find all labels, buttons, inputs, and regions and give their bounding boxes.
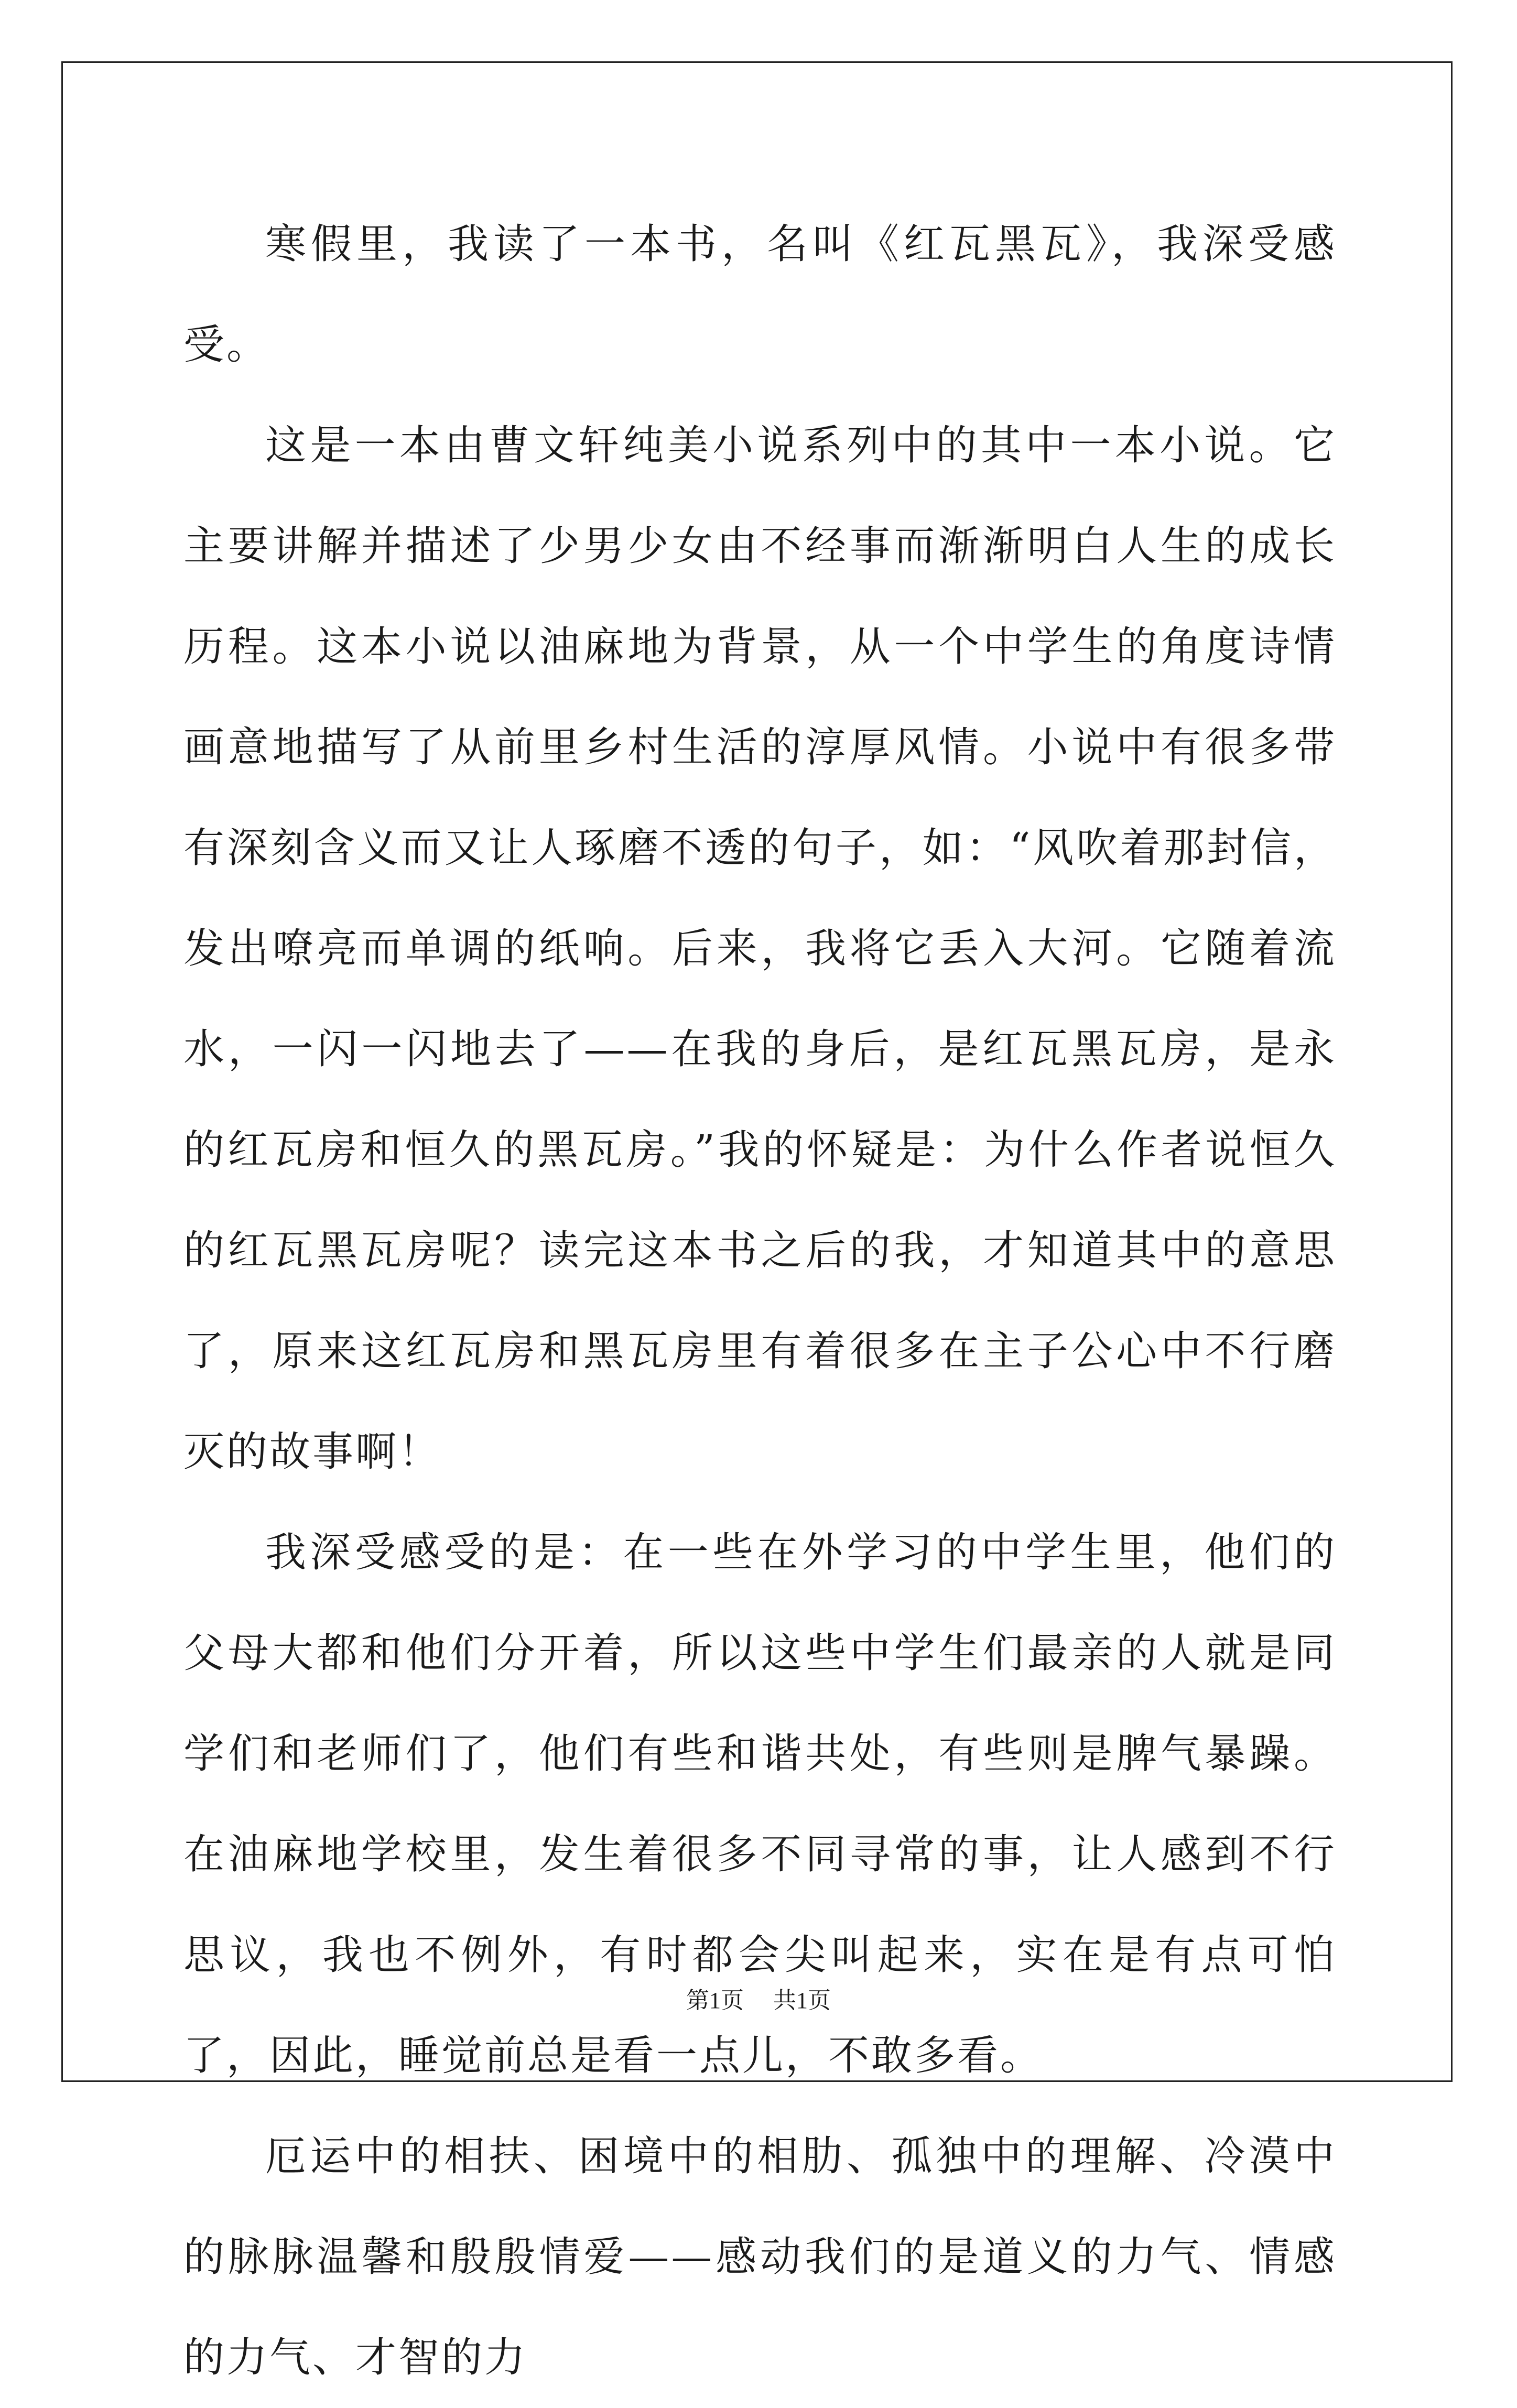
document-body [183, 194, 1337, 2408]
page-number: 第1页 [686, 1988, 744, 2013]
page-footer [0, 1981, 1517, 2015]
page-total: 共1页 [773, 1988, 831, 2013]
paragraph-4: 厄运中的相扶、困境中的相肋、孤独中的理解、冷漠中的脉脉温馨和殷殷情爱——感动我们的是道义的力气、情感的力气、才智的力 [183, 2133, 1337, 2381]
paragraph-3: 我深受感受的是：在一些在外学习的中学生里，他们的父母大都和他们分开着，所以这些中学生们最亲的人就是同学们和老师们了，他们有些和谐共处，有些则是脾气暴躁。在油麻地学校里，发生着很多不同寻常的事，让人感到不行思议，我也不例外，有时都会尖叫起来，实在是有点可怕了，因此，睡觉前总是看一点儿，不敢多看。 [183, 1529, 1337, 2079]
paragraph-1: 寒假里，我读了一本书，名叫《红瓦黑瓦》，我深受感受。 [183, 221, 1337, 368]
paragraph-2: 这是一本由曹文轩纯美小说系列中的其中一本小说。它主要讲解并描述了少男少女由不经事而渐渐明白人生的成长历程。这本小说以油麻地为背景，从一个中学生的角度诗情画意地描写了从前里乡村生活的淳厚风情。小说中有很多带有深刻含义而又让人琢磨不透的句子，如：“风吹着那封信，发出嘹亮而单调的纸响。后来，我将它丢入大河。它随着流水，一闪一闪地去了——在我的身后，是红瓦黑瓦房，是永的红瓦房和恒久的黑瓦房。”我的怀疑是：为什么作者说恒久的红瓦黑瓦房呢？读完这本书之后的我，才知道其中的意思了，原来这红瓦房和黑瓦房里有着很多在主子公心中不行磨灭的故事啊！ [183, 422, 1337, 1476]
